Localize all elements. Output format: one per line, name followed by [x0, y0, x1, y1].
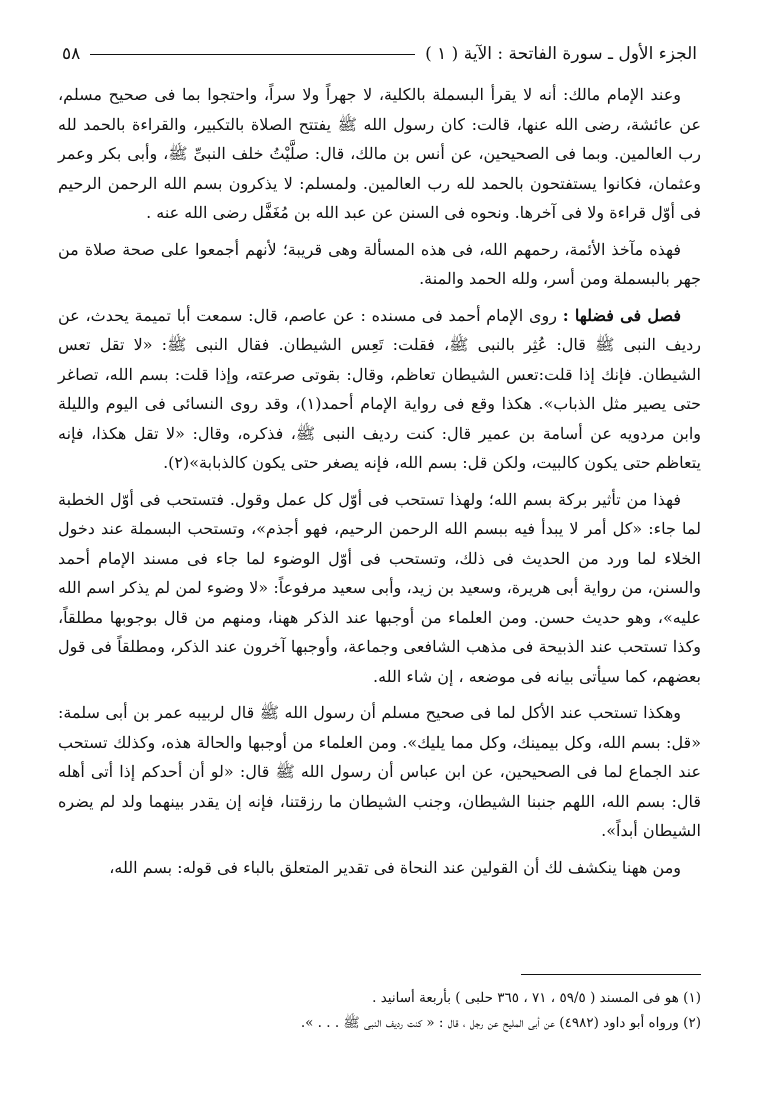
footnote: (٢) ورواه أبو داود (٤٩٨٢) عن أبى المليح عن رجل ، قال : « كنت رديف النبى ﷺ . . . ». — [300, 1015, 701, 1031]
footnote-separator — [521, 974, 701, 975]
paragraph — [58, 698, 701, 846]
paragraph — [58, 80, 701, 228]
paragraph-text: وهكذا تستحب عند الأكل لما فى صحيح مسلم أن رسول الله ﷺ قال لربيبه عمر بن أبى سلمة: «قل: بسم الله، وكل بيمينك، وكل مما يليك». ومن العلماء من أوجبها والحالة هذه، وكذلك تستحب عند الجماع لما فى الصحيحين، عن ابن عباس أن رسول الله ﷺ قال: «لو أن أحدكم إذا أتى أهله قال: بسم الله، اللهم جنبنا الشيطان، وجنب الشيطان ما رزقتنا، فإنه إن يقدر بينهما ولد لم يضره الشيطان أبداً». — [58, 703, 701, 840]
running-header — [62, 40, 697, 68]
footnote: (١) هو فى المسند ( ٥٩/٥ ، ٧١ ، ٣٦٥ حلبى ) بأربعة أسانيد . — [372, 990, 701, 1006]
paragraph-text: فهذا من تأثير بركة بسم الله؛ ولهذا تستحب فى أوّل كل عمل وقول. فتستحب فى أوّل الخطبة لما جاء: «كل أمر لا يبدأ فيه ببسم الله الرحمن الرحيم، فهو أجذم»، وتستحب البسملة عند دخول الخلاء لما ورد من الحديث فى ذلك، وتستحب فى أوّل الوضوء لما جاء فى مسند الإمام أحمد والسنن، من رواية أبى هريرة، وسعيد بن زيد، وأبى سعيد مرفوعاً: «لا وضوء لمن لم يذكر اسم الله عليه»، وهو حديث حسن. ومن العلماء من أوجبها عند الذكر ههنا، ومنهم من قال بوجوبها مطلقاً، وكذا تستحب عند الذبيحة فى مذهب الشافعى وجماعة، وأوجبها آخرون عند الذكر، ومطلقاً فى قول بعضهم، كما سيأتى بيانه فى موضعه ، إن شاء الله. — [58, 489, 701, 686]
body-text — [58, 80, 701, 889]
paragraph — [58, 301, 701, 478]
header-rule — [90, 54, 415, 55]
paragraph-text: فهذه مآخذ الأئمة، رحمهم الله، فى هذه المسألة وهى قريبة؛ لأنهم أجمعوا على صحة صلاة من جهر بالبسملة ومن أسر، ولله الحمد والمنة. — [58, 239, 701, 288]
page-number: ٥٨ — [62, 44, 81, 64]
paragraph — [58, 485, 701, 692]
paragraph-text: روى الإمام أحمد فى مسنده : عن عاصم، قال: سمعت أبا تميمة يحدث، عن رديف النبى ﷺ قال: عُثِر بالنبى ﷺ، فقلت: تَعِس الشيطان. فقال النبى ﷺ: «لا تقل تعس الشيطان. فإنك إذا قلت:تعس الشيطان تعاظم، وقال: بقوتى صرعته، وإذا قلت: بسم الله، تصاغر حتى يصير مثل الذباب». هكذا وقع فى رواية الإمام أحمد(١)، وقد روى النسائى فى اليوم والليلة وابن مردويه عن أسامة بن عمير قال: كنت رديف النبى ﷺ، فذكره، وقال: «لا تقل هكذا، فإنه يتعاظم حتى يكون كالبيت، ولكن قل: بسم الله، فإنه يصغر حتى يكون كالذبابة»(٢). — [58, 305, 701, 472]
footnotes — [58, 986, 701, 1036]
section-heading: فصل فى فضلها : — [562, 305, 682, 325]
paragraph — [58, 853, 701, 883]
header-title: الجزء الأول ـ سورة الفاتحة : الآية ( ١ ) — [425, 44, 697, 64]
paragraph — [58, 235, 701, 294]
paragraph-text: وعند الإمام مالك: أنه لا يقرأ البسملة بالكلية، لا جهراً ولا سراً، واحتجوا بما فى صحيح مسلم، عن عائشة، رضى الله عنها، قالت: كان رسول الله ﷺ يفتتح الصلاة بالتكبير، والقراءة بالحمد لله رب العالمين. وبما فى الصحيحين، عن أنس بن مالك، قال: صلَّيْتُ خلف النبىِّ ﷺ، وأبى بكر وعمر وعثمان، فكانوا يستفتحون بالحمد لله رب العالمين. ولمسلم: لا يذكرون بسم الله الرحمن الرحيم فى أوّل قراءة ولا فى آخرها. ونحوه فى السنن عن عبد الله بن مُغَفَّل رضى الله عنه . — [58, 85, 702, 222]
paragraph-text: ومن ههنا ينكشف لك أن القولين عند النحاة فى تقدير المتعلق بالباء فى قوله: بسم الله، — [109, 857, 681, 877]
